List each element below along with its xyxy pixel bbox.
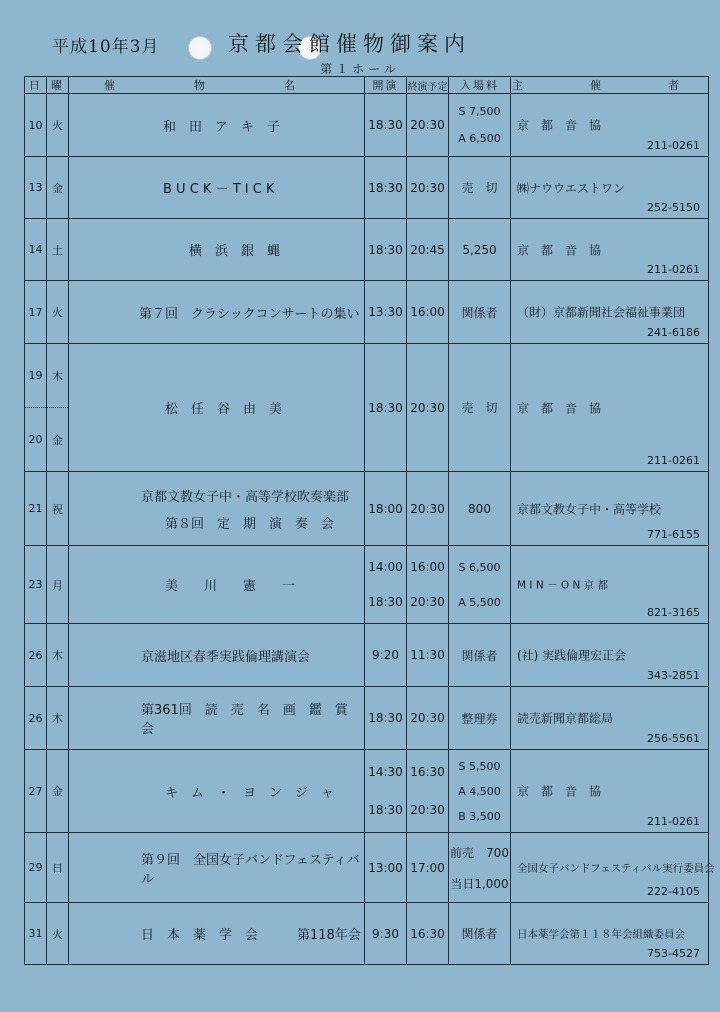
close-time-cell: 16:00 [407,281,449,344]
col-price: 入場料 [449,77,511,94]
open-time-cell: 18:30 [365,219,407,281]
open-time: 14:30 [368,765,403,780]
event-weekday: 木 [47,624,69,687]
event-row [25,219,709,281]
price-cell: 売 切 [449,344,511,472]
open-time-cell: 9:30 [365,903,407,965]
event-day: 31 [25,903,47,965]
price-cell: 5,250 [449,219,511,281]
close-time-cell: 11:30 [407,624,449,687]
event-day: 13 [25,157,47,219]
event-name: 京都文教女子中・高等学校吹奏楽部 [141,489,350,505]
event-name: 第７回 クラシックコンサートの集い [139,306,360,322]
organizer-tel: 821-3165 [647,606,700,619]
col-organizer: 主 催 者 [511,77,709,94]
event-table [24,76,715,965]
organizer-tel: 753-4527 [647,947,700,960]
event-row [25,281,709,344]
organizer-cell [511,281,709,344]
event-name: キ ム ・ ヨ ン ジ ャ [165,785,335,801]
event-row [25,94,709,157]
event-day: 23 [25,546,47,624]
event-weekday: 木 [47,344,69,408]
event-name: 和 田 ア キ 子 [163,119,281,135]
event-row [25,344,709,408]
open-time: 18:30 [368,802,403,817]
price-cell [449,546,511,624]
organizer-cell [511,546,709,624]
close-time-stack [407,550,448,620]
event-name-cell [69,687,365,750]
event-name: 美 川 憲 一 [165,579,296,594]
event-weekday: 火 [47,281,69,344]
event-day: 27 [25,750,47,833]
event-row [25,624,709,687]
close-time-cell: 17:00 [407,833,449,903]
event-weekday: 祝 [47,472,69,546]
event-name: 京滋地区春季実践倫理講演会 [141,649,311,665]
page-title: 京都会館催物御案内 [228,32,471,56]
price-cell: 関係者 [449,281,511,344]
organizer-cell [511,624,709,687]
close-time: 20:30 [410,802,445,817]
open-time-cell [365,546,407,624]
close-time-cell: 20:30 [407,157,449,219]
organizer-tel: 252-5150 [647,201,700,214]
event-day: 19 [25,344,47,408]
open-time-cell: 18:30 [365,687,407,750]
price-value-stack [449,837,510,899]
event-name: B U C K － T I C K [163,182,275,197]
close-time-cell: 20:30 [407,94,449,157]
event-row [25,546,709,624]
organizer-tel: 343-2851 [647,669,700,682]
event-day: 26 [25,687,47,750]
event-name: 第８回 定 期 演 奏 会 [165,516,335,532]
event-weekday: 金 [47,157,69,219]
close-time-stack [407,754,448,829]
organizer-cell [511,833,715,903]
organizer-tel: 771-6155 [647,528,700,541]
event-name-cell [69,546,365,624]
price-cell: 関係者 [449,903,511,965]
organizer-cell [511,472,709,546]
organizer-cell [511,219,709,281]
organizer-cell [511,903,709,965]
event-weekday: 日 [47,833,69,903]
event-name-cell [69,833,365,903]
open-time-cell: 13:30 [365,281,407,344]
organizer-name: 京 都 音 協 [517,243,602,257]
organizer-name: 日本薬学会第１１８年会組織委員会 [517,928,685,940]
price-value: S 5,500 [458,759,501,773]
event-row [25,687,709,750]
event-name-cell [69,157,365,219]
event-name: 第361回 読 売 名 画 鑑 賞 会 [141,703,361,737]
organizer-name: ㈱ナウウエストワン [517,181,626,195]
organizer-cell [511,157,709,219]
event-weekday: 金 [47,408,69,472]
event-row [25,472,709,546]
price-value: A 6,500 [458,132,501,146]
price-cell [449,750,511,833]
event-row [25,157,709,219]
event-day: 21 [25,472,47,546]
event-row [25,833,709,903]
event-name: 第９回 全国女子バンドフェスティバル [141,852,360,887]
price-cell: 売 切 [449,157,511,219]
price-cell [449,833,511,903]
event-name-cell [69,472,365,546]
close-time-cell: 20:30 [407,472,449,546]
close-time-cell [407,546,449,624]
event-name-cell [69,344,365,472]
event-name-cell [69,750,365,833]
open-time-cell: 9:20 [365,624,407,687]
event-name-cell [69,94,365,157]
organizer-tel: 241-6186 [647,326,700,339]
open-time-stack [365,754,406,829]
open-time-cell: 18:30 [365,344,407,472]
price-value: B 3,500 [458,809,501,823]
open-time-cell: 18:30 [365,157,407,219]
price-value-stack [449,98,510,153]
event-row [25,750,709,833]
event-day: 14 [25,219,47,281]
price-value: A 5,500 [458,595,501,609]
organizer-tel: 211-0261 [647,815,700,828]
event-weekday: 木 [47,687,69,750]
event-weekday: 火 [47,903,69,965]
col-close: 終演予定 [407,77,449,94]
event-weekday: 土 [47,219,69,281]
organizer-cell [511,687,709,750]
hall-name: 第１ホール [320,62,400,76]
organizer-cell [511,344,709,472]
close-time-cell [407,750,449,833]
price-value: 前売 700 [450,845,509,860]
event-name: 松 任 谷 由 美 [165,402,283,417]
event-name-cell [69,281,365,344]
open-time-stack [365,550,406,620]
organizer-name: 読売新聞京都総局 [517,711,614,726]
col-open: 開演 [365,77,407,94]
price-value: S 6,500 [458,560,501,574]
close-time: 16:00 [410,560,445,574]
organizer-cell [511,94,709,157]
organizer-name: 京 都 音 協 [517,118,602,133]
organizer-tel: 256-5561 [647,732,700,745]
organizer-cell [511,750,709,833]
close-time-cell: 20:45 [407,219,449,281]
price-cell [449,94,511,157]
event-name-cell [69,624,365,687]
organizer-name: 京 都 音 協 [517,784,602,799]
organizer-name: 京 都 音 協 [517,401,602,415]
open-time-cell: 13:00 [365,833,407,903]
close-time-cell: 16:30 [407,903,449,965]
organizer-name: M I N － O N 京 都 [517,579,608,591]
price-value: 当日1,000 [450,876,509,891]
organizer-name: 全国女子バンドフェスティバル実行委員会 [517,862,715,874]
organizer-name: （財）京都新聞社会福祉事業団 [517,305,686,320]
close-time-cell: 20:30 [407,344,449,472]
organizer-name: (社) 実践倫理宏正会 [517,648,627,663]
punch-hole [188,36,212,60]
organizer-tel: 211-0261 [647,263,700,276]
col-day: 日 [25,77,47,94]
event-weekday: 火 [47,94,69,157]
price-cell: 関係者 [449,624,511,687]
open-time-cell [365,750,407,833]
table-header [25,77,709,94]
price-cell: 800 [449,472,511,546]
header-date: 平成10年3月 [52,37,160,57]
open-time-cell: 18:00 [365,472,407,546]
event-weekday: 月 [47,546,69,624]
event-name-cell [69,219,365,281]
event-weekday: 金 [47,750,69,833]
col-weekday: 曜 [47,77,69,94]
event-day: 17 [25,281,47,344]
organizer-tel: 222-4105 [647,885,700,898]
organizer-tel: 211-0261 [647,454,700,467]
event-day: 10 [25,94,47,157]
price-cell: 整理券 [449,687,511,750]
event-name-cell [69,903,365,965]
event-row [25,903,709,965]
open-time: 14:00 [368,560,403,574]
event-name: 日 本 薬 学 会 第118年会 [141,928,361,943]
price-value-stack [449,754,510,829]
close-time: 16:30 [410,765,445,780]
open-time: 18:30 [368,595,403,609]
event-day: 26 [25,624,47,687]
organizer-name: 京都文教女子中・高等学校 [517,502,662,516]
price-value: S 7,500 [458,104,501,118]
event-name: 横 浜 銀 蝿 [189,244,281,259]
price-value-stack [449,550,510,620]
price-value: A 4,500 [458,784,501,798]
col-event: 催 物 名 [69,77,365,94]
organizer-tel: 211-0261 [647,139,700,152]
event-day: 20 [25,408,47,472]
open-time-cell: 18:30 [365,94,407,157]
event-day: 29 [25,833,47,903]
close-time-cell: 20:30 [407,687,449,750]
close-time: 20:30 [410,595,445,609]
